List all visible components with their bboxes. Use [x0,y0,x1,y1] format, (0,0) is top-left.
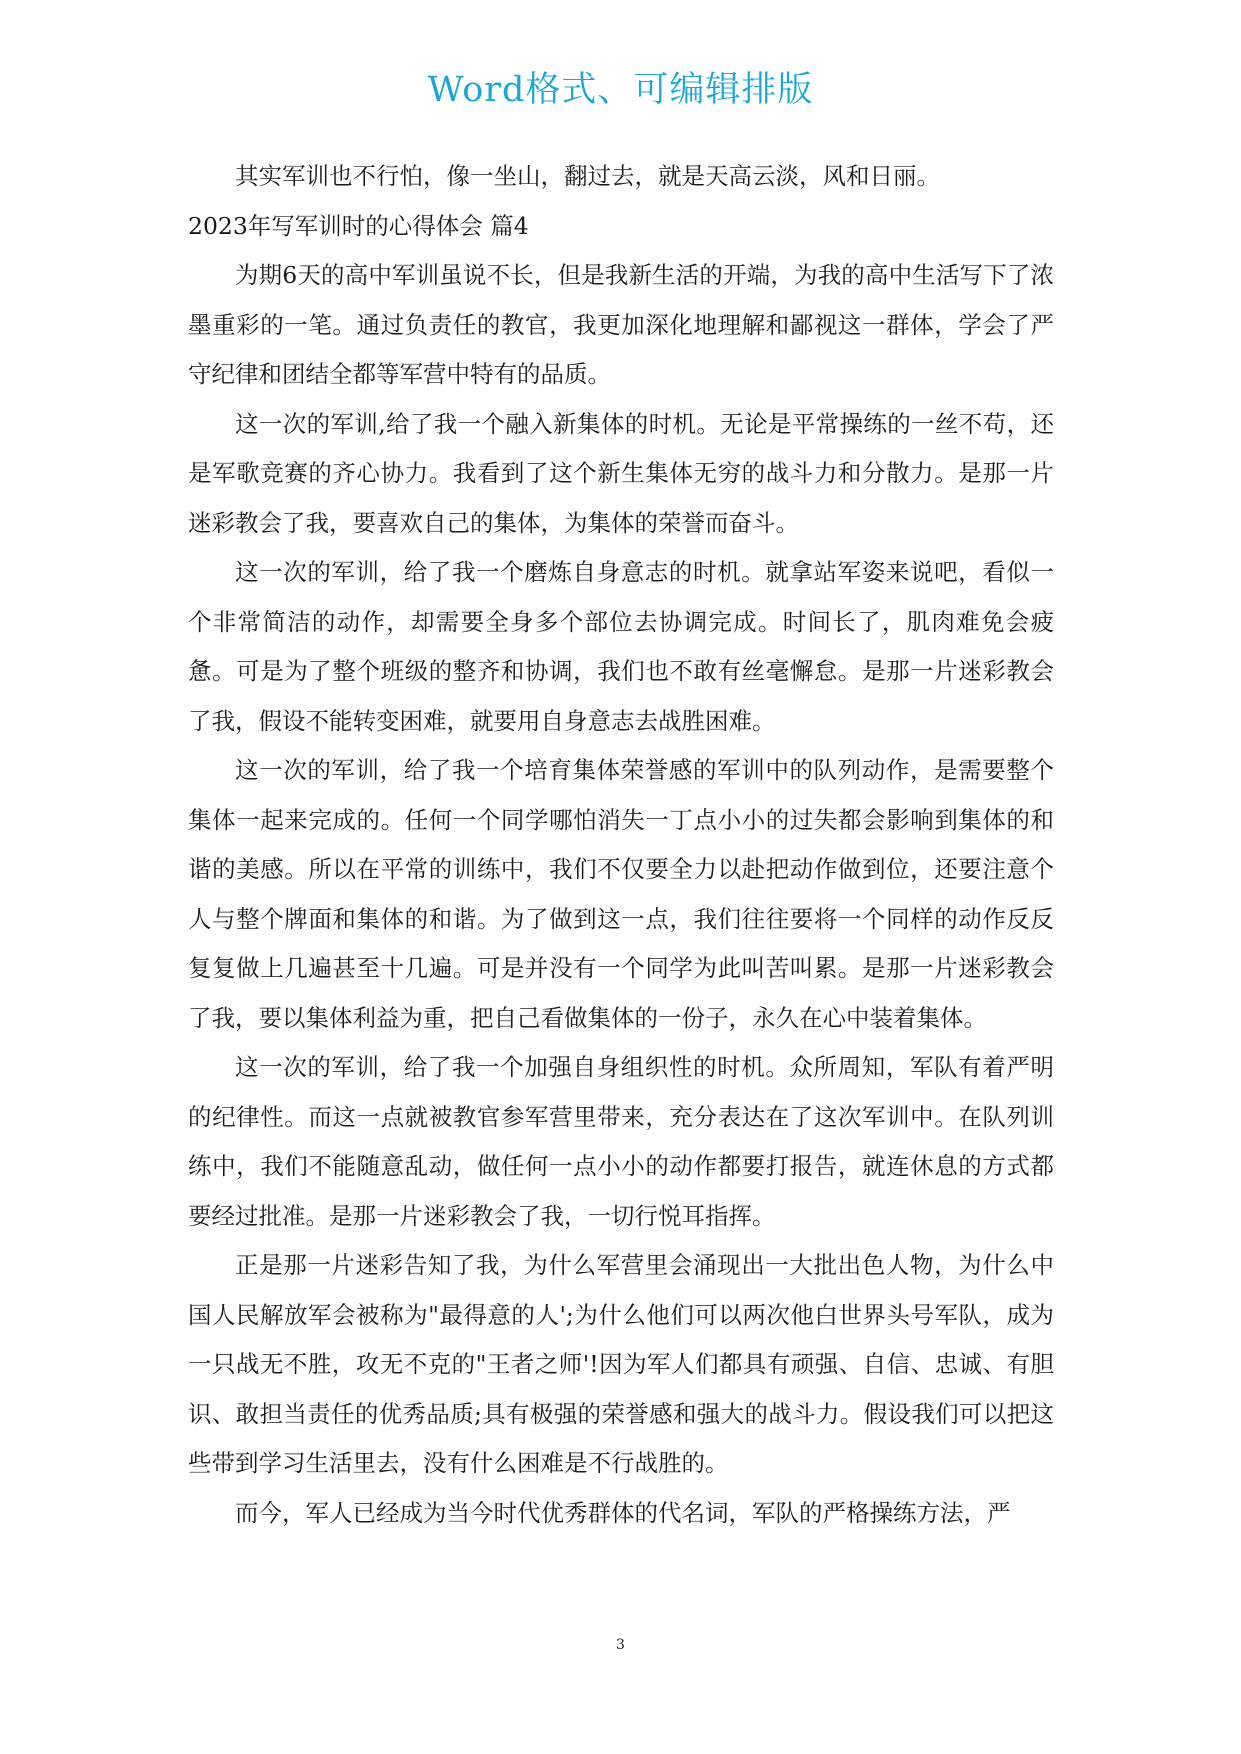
page-number: 3 [616,1637,625,1653]
paragraph: 这一次的军训，给了我一个磨炼自身意志的时机。就拿站军姿来说吧，看似一个非常简洁的动作，却需要全身多个部位去协调完成。时间长了，肌肉难免会疲惫。可是为了整个班级的整齐和协调，我们也不敢有丝毫懈怠。是那一片迷彩教会了我，假设不能转变困难，就要用自身意志去战胜困难。 [188,558,1054,735]
paragraph: 这一次的军训，给了我一个加强自身组织性的时机。众所周知，军队有着严明的纪律性。而这一点就被教官参军营里带来，充分表达在了这次军训中。在队列训练中，我们不能随意乱动，做任何一点小小的动作都要打报告，就连休息的方式都要经过批准。是那一片迷彩教会了我，一切行悦耳指挥。 [188,1053,1054,1230]
paragraph: 而今，军人已经成为当今时代优秀群体的代名词，军队的严格操练方法，严 [235,1498,1011,1527]
section-heading: 2023年写军训时的心得体会 篇4 [188,211,529,240]
document-header-title: Word格式、可编辑排版 [427,70,814,110]
paragraph: 其实军训也不行怕，像一坐山，翻过去，就是天高云淡，风和日丽。 [235,162,940,190]
paragraph: 正是那一片迷彩告知了我，为什么军营里会涌现出一大批出色人物，为什么中国人民解放军会被称为"最得意的人';为什么他们可以两次他白世界头号军队，成为一只战无不胜，攻无不克的"王者之师'!因为军人们都具有顽强、自信、忠诚、有胆识、敢担当责任的优秀品质;具有极强的荣誉感和强大的战斗力。假设我们可以把这些带到学习生活里去，没有什么困难是不行战胜的。 [188,1251,1054,1477]
paragraph: 为期6天的高中军训虽说不长，但是我新生活的开端，为我的高中生活写下了浓墨重彩的一笔。通过负责任的教官，我更加深化地理解和鄙视这一群体，学会了严守纪律和团结全都等军营中特有的品质。 [188,261,1054,388]
paragraph: 这一次的军训,给了我一个融入新集体的时机。无论是平常操练的一丝不苟，还是军歌竞赛的齐心协力。我看到了这个新生集体无穷的战斗力和分散力。是那一片迷彩教会了我，要喜欢自己的集体，为集体的荣誉而奋斗。 [188,409,1054,537]
document-body [188,152,1054,1538]
paragraph: 这一次的军训，给了我一个培育集体荣誉感的军训中的队列动作，是需要整个集体一起来完成的。任何一个同学哪怕消失一丁点小小的过失都会影响到集体的和谐的美感。所以在平常的训练中，我们不仅要全力以赴把动作做到位，还要注意个人与整个牌面和集体的和谐。为了做到这一点，我们往往要将一个同样的动作反反复复做上几遍甚至十几遍。可是并没有一个同学为此叫苦叫累。是那一片迷彩教会了我，要以集体利益为重，把自己看做集体的一份子，永久在心中装着集体。 [188,756,1054,1032]
